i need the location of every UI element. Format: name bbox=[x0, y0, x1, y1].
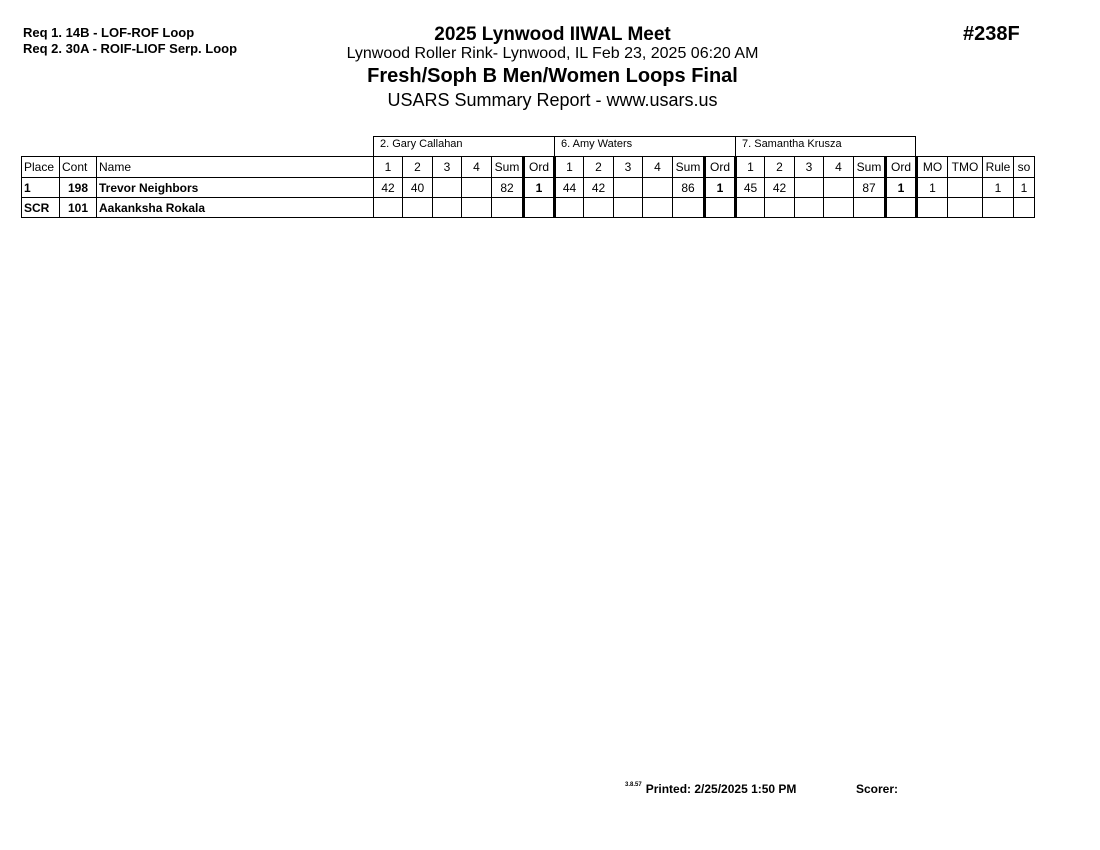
col-so: so bbox=[1014, 157, 1035, 178]
col-name: Name bbox=[97, 157, 374, 178]
score-cell bbox=[824, 198, 854, 218]
col-mo: MO bbox=[917, 157, 948, 178]
so-cell: 1 bbox=[1014, 178, 1035, 198]
ord-cell: 1 bbox=[705, 178, 736, 198]
cont-cell: 198 bbox=[60, 178, 97, 198]
score-cell bbox=[795, 198, 824, 218]
tmo-cell bbox=[948, 198, 983, 218]
ord-cell bbox=[705, 198, 736, 218]
score-cell bbox=[584, 198, 614, 218]
score-cell bbox=[374, 198, 403, 218]
score-cell bbox=[433, 178, 462, 198]
col-j1-4: 4 bbox=[462, 157, 492, 178]
score-cell bbox=[462, 178, 492, 198]
score-cell: 44 bbox=[555, 178, 584, 198]
sum-cell bbox=[492, 198, 524, 218]
score-cell: 42 bbox=[374, 178, 403, 198]
place-cell: SCR bbox=[22, 198, 60, 218]
score-cell bbox=[614, 198, 643, 218]
score-cell bbox=[765, 198, 795, 218]
score-cell bbox=[433, 198, 462, 218]
judge-header-1: 2. Gary Callahan bbox=[373, 136, 555, 156]
col-j1-3: 3 bbox=[433, 157, 462, 178]
col-tmo: TMO bbox=[948, 157, 983, 178]
cont-cell: 101 bbox=[60, 198, 97, 218]
score-cell bbox=[462, 198, 492, 218]
score-cell bbox=[824, 178, 854, 198]
ord-cell: 1 bbox=[524, 178, 555, 198]
header-row bbox=[22, 157, 1035, 178]
meet-title: 2025 Lynwood IIWAL Meet bbox=[434, 24, 671, 45]
version-label: 3.8.57 bbox=[625, 782, 642, 788]
event-title: Fresh/Soph B Men/Women Loops Final bbox=[367, 65, 738, 87]
tmo-cell bbox=[948, 178, 983, 198]
report-title: USARS Summary Report - www.usars.us bbox=[387, 90, 718, 110]
col-j2-sum: Sum bbox=[673, 157, 705, 178]
sum-cell: 87 bbox=[854, 178, 886, 198]
printed-footer bbox=[625, 782, 796, 796]
rule-cell bbox=[983, 198, 1014, 218]
col-j1-1: 1 bbox=[374, 157, 403, 178]
mo-cell: 1 bbox=[917, 178, 948, 198]
score-cell bbox=[795, 178, 824, 198]
event-number: #238F bbox=[963, 23, 1020, 45]
col-j2-4: 4 bbox=[643, 157, 673, 178]
score-cell bbox=[614, 178, 643, 198]
sum-cell: 82 bbox=[492, 178, 524, 198]
score-cell bbox=[643, 198, 673, 218]
place-cell: 1 bbox=[22, 178, 60, 198]
col-j3-2: 2 bbox=[765, 157, 795, 178]
sum-cell: 86 bbox=[673, 178, 705, 198]
judge-header-3: 7. Samantha Krusza bbox=[735, 136, 916, 156]
sum-cell bbox=[854, 198, 886, 218]
col-place: Place bbox=[22, 157, 60, 178]
mo-cell bbox=[917, 198, 948, 218]
scorer-label: Scorer: bbox=[856, 782, 899, 796]
score-cell: 40 bbox=[403, 178, 433, 198]
so-cell bbox=[1014, 198, 1035, 218]
col-j3-1: 1 bbox=[736, 157, 765, 178]
col-cont: Cont bbox=[60, 157, 97, 178]
name-cell: Aakanksha Rokala bbox=[97, 198, 374, 218]
results-table bbox=[21, 156, 1035, 218]
col-j2-3: 3 bbox=[614, 157, 643, 178]
ord-cell bbox=[886, 198, 917, 218]
col-j3-ord: Ord bbox=[886, 157, 917, 178]
table-row bbox=[22, 198, 1035, 218]
col-j1-2: 2 bbox=[403, 157, 433, 178]
printed-label: Printed: 2/25/2025 1:50 PM bbox=[645, 782, 797, 796]
requirement-2: Req 2. 30A - ROIF-LIOF Serp. Loop bbox=[23, 41, 238, 56]
judge-header-2: 6. Amy Waters bbox=[554, 136, 736, 156]
col-j2-2: 2 bbox=[584, 157, 614, 178]
requirement-1: Req 1. 14B - LOF-ROF Loop bbox=[23, 25, 195, 40]
score-cell: 45 bbox=[736, 178, 765, 198]
meet-location: Lynwood Roller Rink- Lynwood, IL Feb 23, 2025 06:20 AM bbox=[346, 45, 759, 62]
col-j3-sum: Sum bbox=[854, 157, 886, 178]
col-rule: Rule bbox=[983, 157, 1014, 178]
score-cell bbox=[643, 178, 673, 198]
table-row bbox=[22, 178, 1035, 198]
score-cell bbox=[555, 198, 584, 218]
col-j3-3: 3 bbox=[795, 157, 824, 178]
score-cell bbox=[403, 198, 433, 218]
ord-cell: 1 bbox=[886, 178, 917, 198]
col-j1-sum: Sum bbox=[492, 157, 524, 178]
col-j2-1: 1 bbox=[555, 157, 584, 178]
ord-cell bbox=[524, 198, 555, 218]
score-cell bbox=[736, 198, 765, 218]
col-j3-4: 4 bbox=[824, 157, 854, 178]
name-cell: Trevor Neighbors bbox=[97, 178, 374, 198]
score-cell: 42 bbox=[765, 178, 795, 198]
score-cell: 42 bbox=[584, 178, 614, 198]
rule-cell: 1 bbox=[983, 178, 1014, 198]
col-j2-ord: Ord bbox=[705, 157, 736, 178]
col-j1-ord: Ord bbox=[524, 157, 555, 178]
sum-cell bbox=[673, 198, 705, 218]
